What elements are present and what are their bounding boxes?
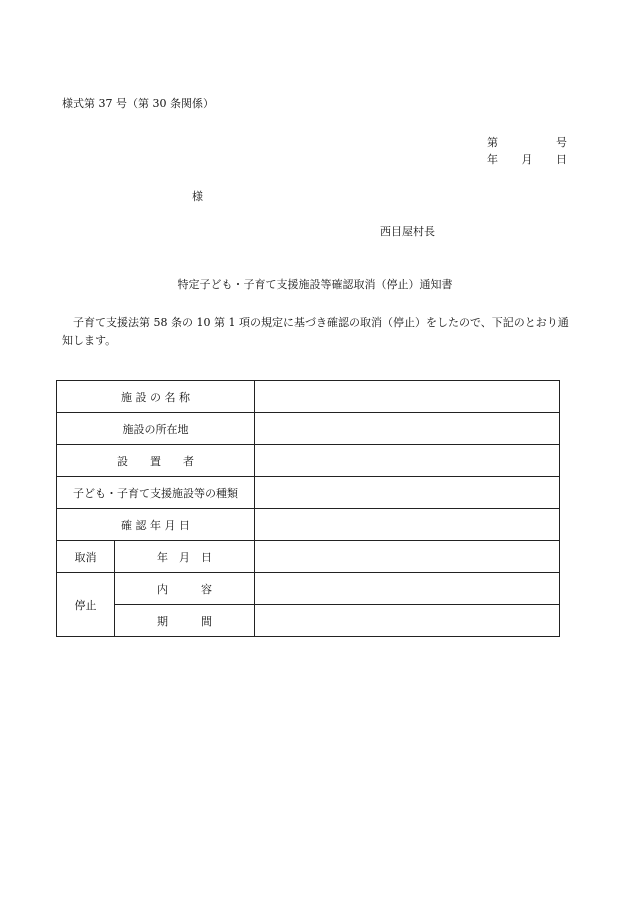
document-body: 子育て支援法第 58 条の 10 第 1 項の規定に基づき確認の取消（停止）をしたので、下記のとおり通知します。 [62, 316, 569, 347]
confirmation-date-value [255, 509, 560, 541]
cancel-date-value [255, 541, 560, 573]
facility-type-label: 子ども・子育て支援施設等の種類 [57, 477, 255, 509]
number-suffix: 号 [556, 136, 567, 149]
table-row [57, 509, 560, 541]
table-row [57, 477, 560, 509]
number-prefix: 第 [487, 136, 498, 149]
addressee-honorific: 様 [192, 190, 203, 203]
date-month: 月 [521, 153, 533, 166]
cancel-label: 取消 [57, 541, 115, 573]
table-row [57, 573, 560, 605]
issuer-name: 西目屋村長 [380, 225, 435, 238]
date-line [487, 153, 567, 167]
document-title: 特定子ども・子育て支援施設等確認取消（停止）通知書 [177, 278, 453, 291]
table-row [57, 413, 560, 445]
facility-name-label: 施 設 の 名 称 [57, 381, 255, 413]
suspend-content-value [255, 573, 560, 605]
cancel-date-label: 年 月 日 [115, 541, 255, 573]
facility-name-value [255, 381, 560, 413]
suspend-label: 停止 [57, 573, 115, 637]
date-year: 年 [487, 153, 498, 166]
table-row [57, 381, 560, 413]
confirmation-date-label: 確 認 年 月 日 [57, 509, 255, 541]
form-number: 様式第 37 号（第 30 条関係） [62, 97, 214, 110]
facility-type-value [255, 477, 560, 509]
suspend-period-label: 期 間 [115, 605, 255, 637]
table-row [57, 445, 560, 477]
suspend-content-label: 内 容 [115, 573, 255, 605]
document-number-line [487, 136, 567, 150]
facility-info-table [56, 380, 560, 637]
table-row [57, 605, 560, 637]
suspend-period-value [255, 605, 560, 637]
facility-address-label: 施設の所在地 [57, 413, 255, 445]
founder-label: 設 置 者 [57, 445, 255, 477]
table-row [57, 541, 560, 573]
founder-value [255, 445, 560, 477]
facility-address-value [255, 413, 560, 445]
date-day: 日 [556, 153, 567, 166]
